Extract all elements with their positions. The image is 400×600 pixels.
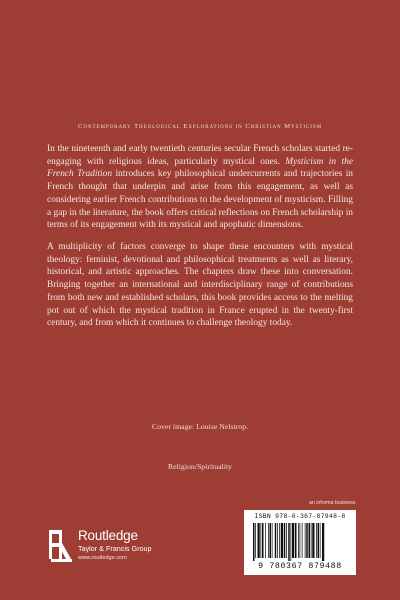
barcode-bar (292, 523, 294, 558)
barcode-bar (291, 523, 292, 561)
barcode-bar (300, 523, 301, 558)
barcode-bar (277, 523, 278, 558)
barcode-bar (309, 523, 311, 558)
barcode-bar (265, 523, 266, 558)
publisher-name: Routledge (78, 528, 138, 543)
description-p1-rest: introduces key philosophical undercurrents and trajectories in French thought that underpin and arise from this engagement, as well as considering earlier French contributions to the development of mysticism. Filling a gap in the literature, the book offers critical reflections on French scholarship in terms of its engagement with its mystical and apophatic dimensions. (47, 169, 353, 231)
isbn-label: ISBN 978-0-367-87948-8 (254, 513, 346, 520)
barcode-bar (281, 523, 283, 558)
publisher-group: Taylor & Francis Group (78, 544, 152, 553)
publisher-url: www.routledge.com (78, 555, 127, 561)
barcode-bar (286, 523, 287, 558)
barcode-bar (306, 523, 308, 558)
barcode-bar (320, 523, 321, 558)
barcode-bar (298, 523, 299, 558)
barcode-bar (253, 523, 255, 561)
barcode-icon (252, 523, 348, 561)
series-title: Contemporary Theological Explorations in Christian Mysticism (78, 123, 322, 130)
barcode-bar (316, 523, 317, 558)
description-paragraph-2: A multiplicity of factors converge to shape these encounters with mystical theology: feminist, devotional and philosophical treatments as well as literary, historical, and artistic approaches. The chapters draw these into conversation. Bringing together an international and interdisciplinary range of contributions from both new and established scholars, this book provides access to the melting pot out of which the mystical tradition in France erupted in the twenty-first century, and from which it continues to challenge theology today. (47, 242, 353, 329)
routledge-logo-icon (47, 529, 75, 563)
barcode-bar (262, 523, 264, 558)
barcode-bar (275, 523, 277, 558)
barcode-bar (268, 523, 269, 558)
barcode-digits: 9 780367 879488 (258, 562, 342, 571)
informa-business-line: an informa business (309, 500, 356, 506)
barcode-bar (279, 523, 280, 558)
barcode-bar (284, 523, 286, 558)
barcode-bar (311, 523, 312, 558)
barcode-bar (261, 523, 262, 558)
barcode-bar (288, 523, 290, 561)
barcode-bar (312, 523, 314, 558)
barcode-bar (270, 523, 272, 558)
barcode-bar (322, 523, 324, 561)
barcode-bar (318, 523, 320, 558)
publisher-logo (47, 528, 207, 572)
barcode-bar (305, 523, 306, 558)
description-paragraph-1 (47, 143, 353, 232)
barcode-bar (255, 523, 256, 558)
description-p1-intro: In the nineteenth and early twentieth centuries secular French scholars started re-engaging with religious ideas, particularly mystical ones. (47, 144, 353, 167)
barcode-bar (302, 523, 303, 558)
barcode-bar (258, 523, 260, 558)
subject-category: Religion/Spirituality (167, 462, 233, 471)
book-title-italic: Mysticism in the French Tradition (47, 156, 353, 180)
barcode-panel (244, 510, 356, 575)
barcode-bar (272, 523, 273, 558)
barcode-bar (295, 523, 297, 558)
cover-image-credit: Cover image: Louise Nelstrop. (151, 422, 249, 431)
